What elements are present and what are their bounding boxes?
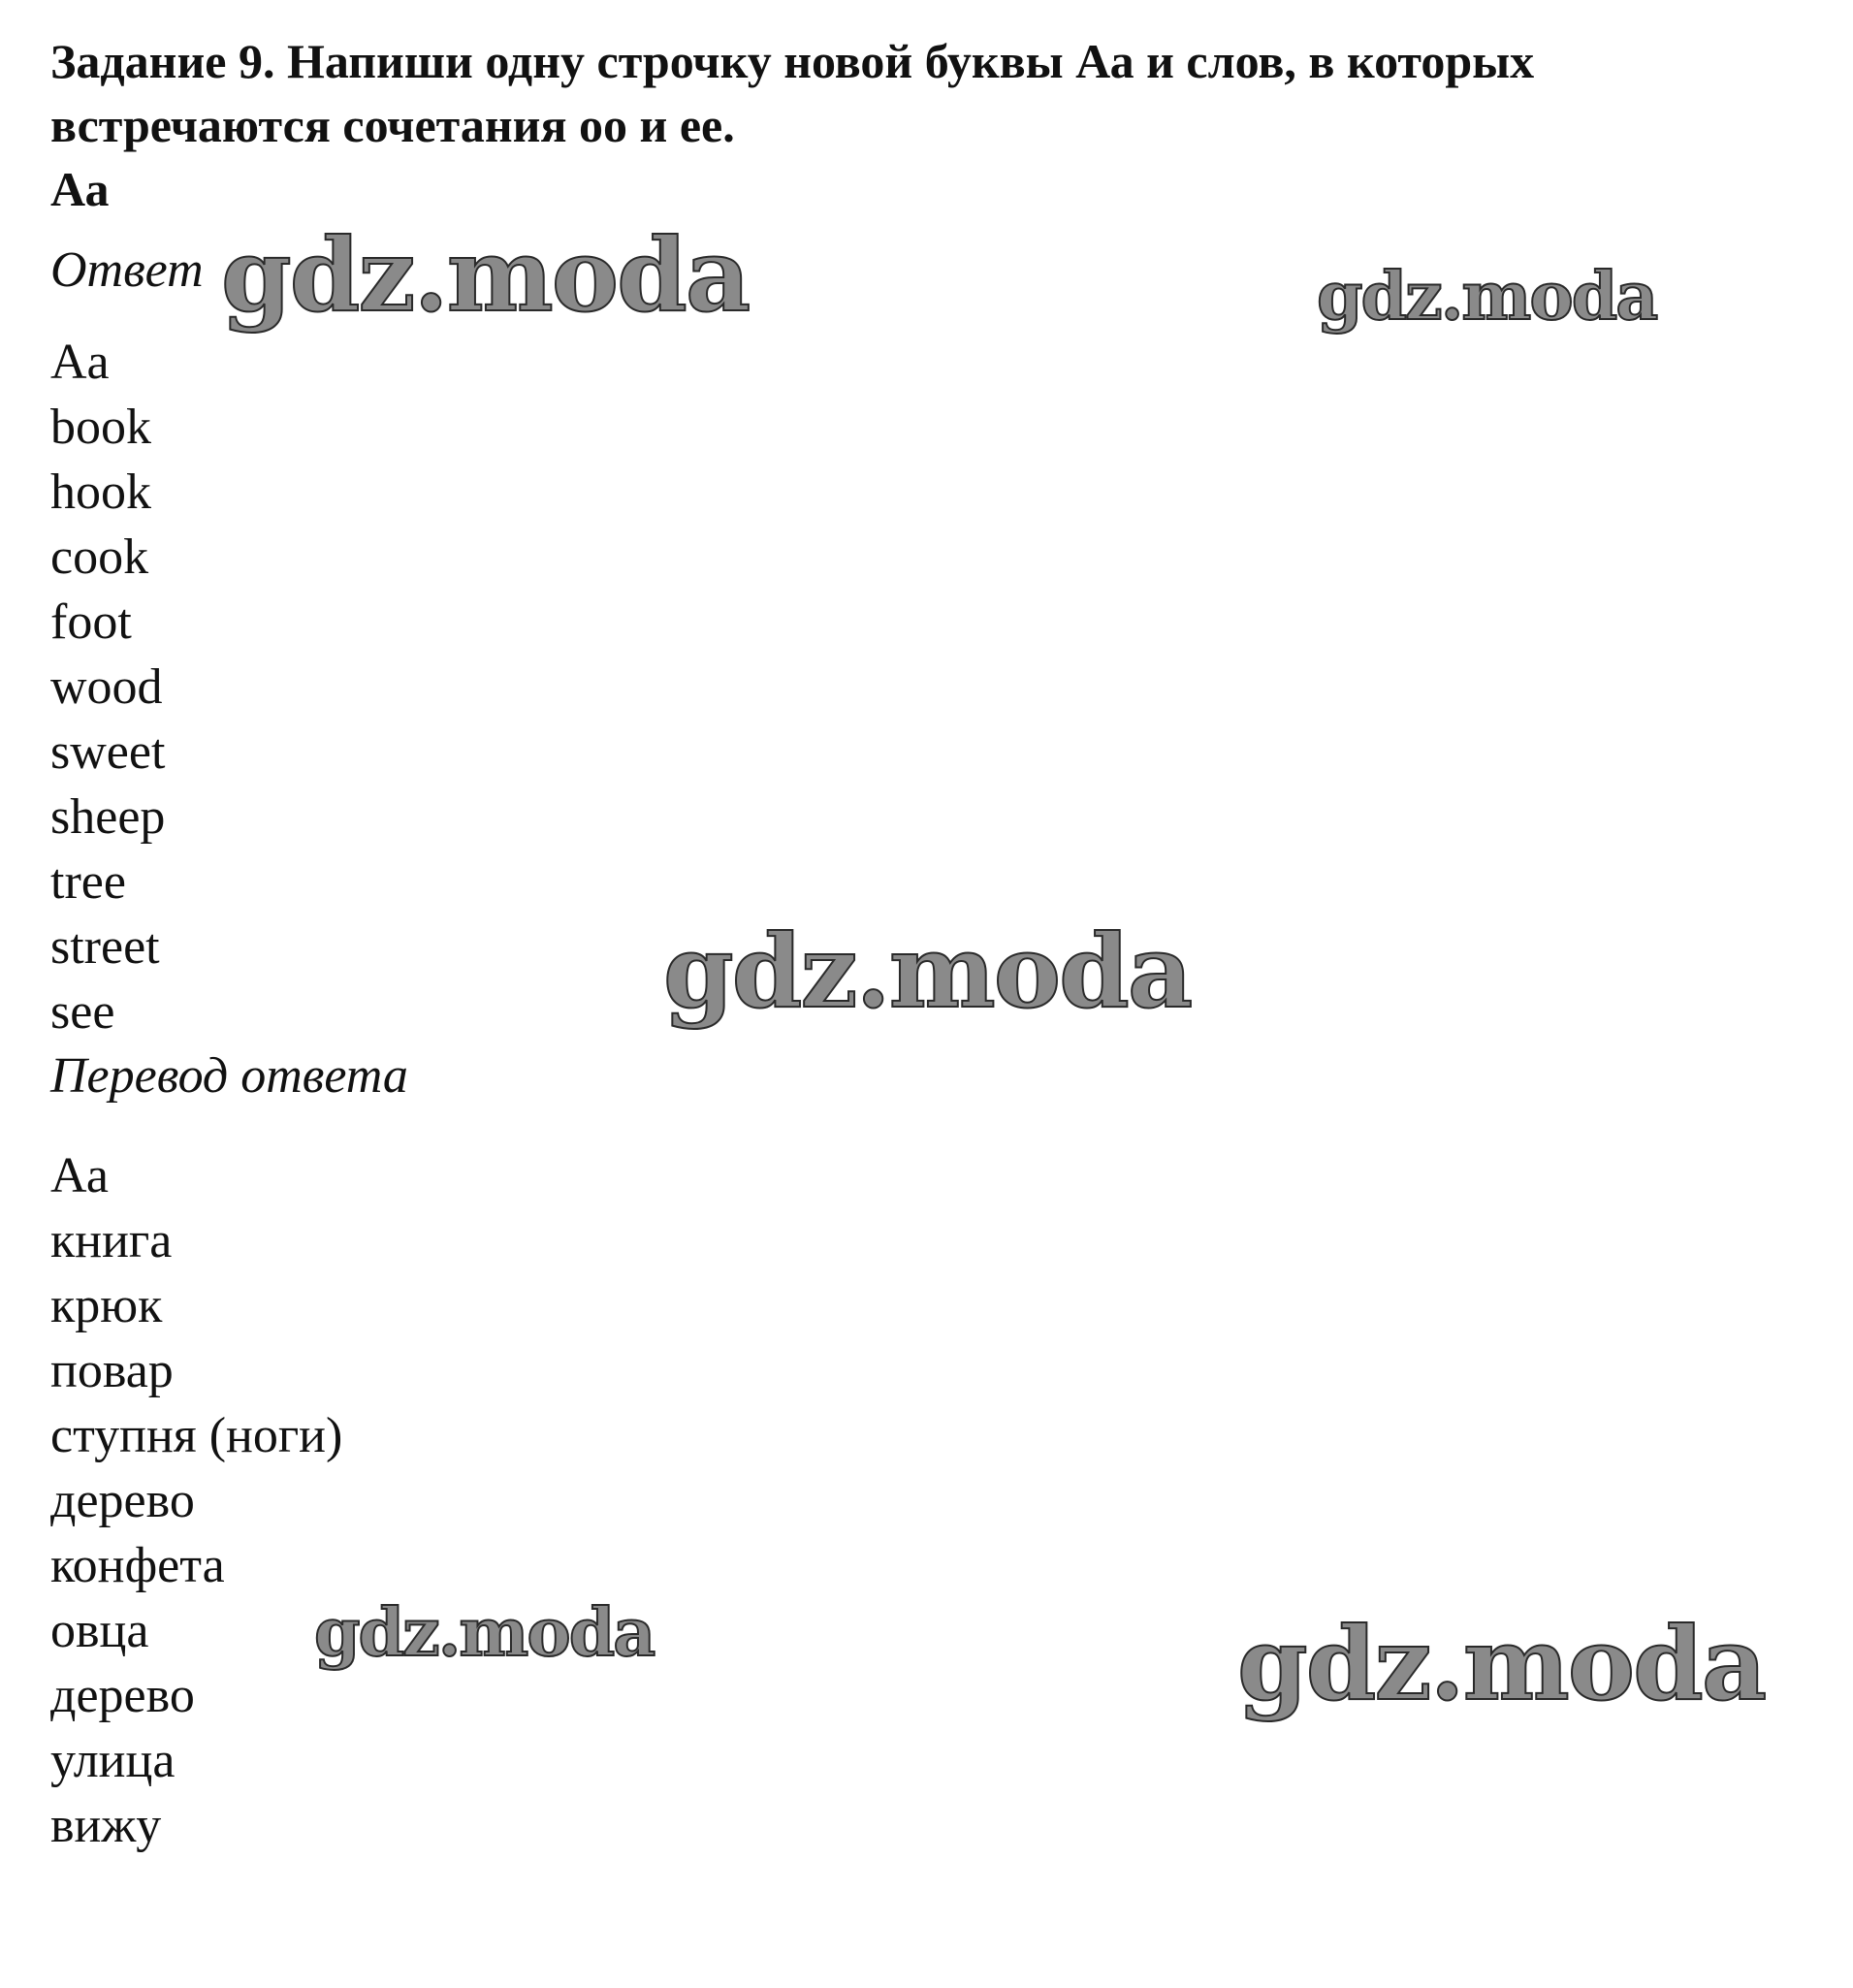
answer-word: book xyxy=(50,400,151,455)
translation-word: книга xyxy=(50,1213,173,1268)
answer-word: Aa xyxy=(50,335,110,390)
answer-word: sweet xyxy=(50,724,166,780)
letter-heading: Аа xyxy=(50,162,110,216)
answer-label: Ответ xyxy=(50,242,204,298)
answer-word: foot xyxy=(50,594,132,650)
answer-word: street xyxy=(50,919,160,975)
translation-word: дерево xyxy=(50,1473,195,1528)
watermark: gdz.moda xyxy=(1237,1604,1766,1723)
translation-word: овца xyxy=(50,1603,149,1658)
watermark: gdz.moda xyxy=(663,912,1192,1031)
translation-word: повар xyxy=(50,1343,174,1398)
answer-word: sheep xyxy=(50,789,166,845)
task-title: Задание 9. Напиши одну строчку новой буквы Аа и слов, в которых встречаются сочетания оо и ее. xyxy=(50,34,1535,152)
translation-label: Перевод ответа xyxy=(50,1048,408,1104)
answer-word: hook xyxy=(50,465,151,520)
answer-word: tree xyxy=(50,854,126,910)
answer-word: cook xyxy=(50,529,149,585)
translation-word: дерево xyxy=(50,1668,195,1723)
translation-word: вижу xyxy=(50,1798,162,1853)
watermark: gdz.moda xyxy=(221,215,750,335)
watermark: gdz.moda xyxy=(314,1594,655,1672)
translation-word: крюк xyxy=(50,1278,163,1333)
translation-word-list xyxy=(50,1143,1815,1858)
watermark: gdz.moda xyxy=(1317,258,1657,336)
translation-word: конфета xyxy=(50,1538,225,1593)
answer-word: see xyxy=(50,984,115,1040)
translation-word: улица xyxy=(50,1733,176,1788)
translation-word: ступня (ноги) xyxy=(50,1408,343,1463)
answer-word: wood xyxy=(50,659,163,715)
translation-word: Аа xyxy=(50,1148,109,1203)
